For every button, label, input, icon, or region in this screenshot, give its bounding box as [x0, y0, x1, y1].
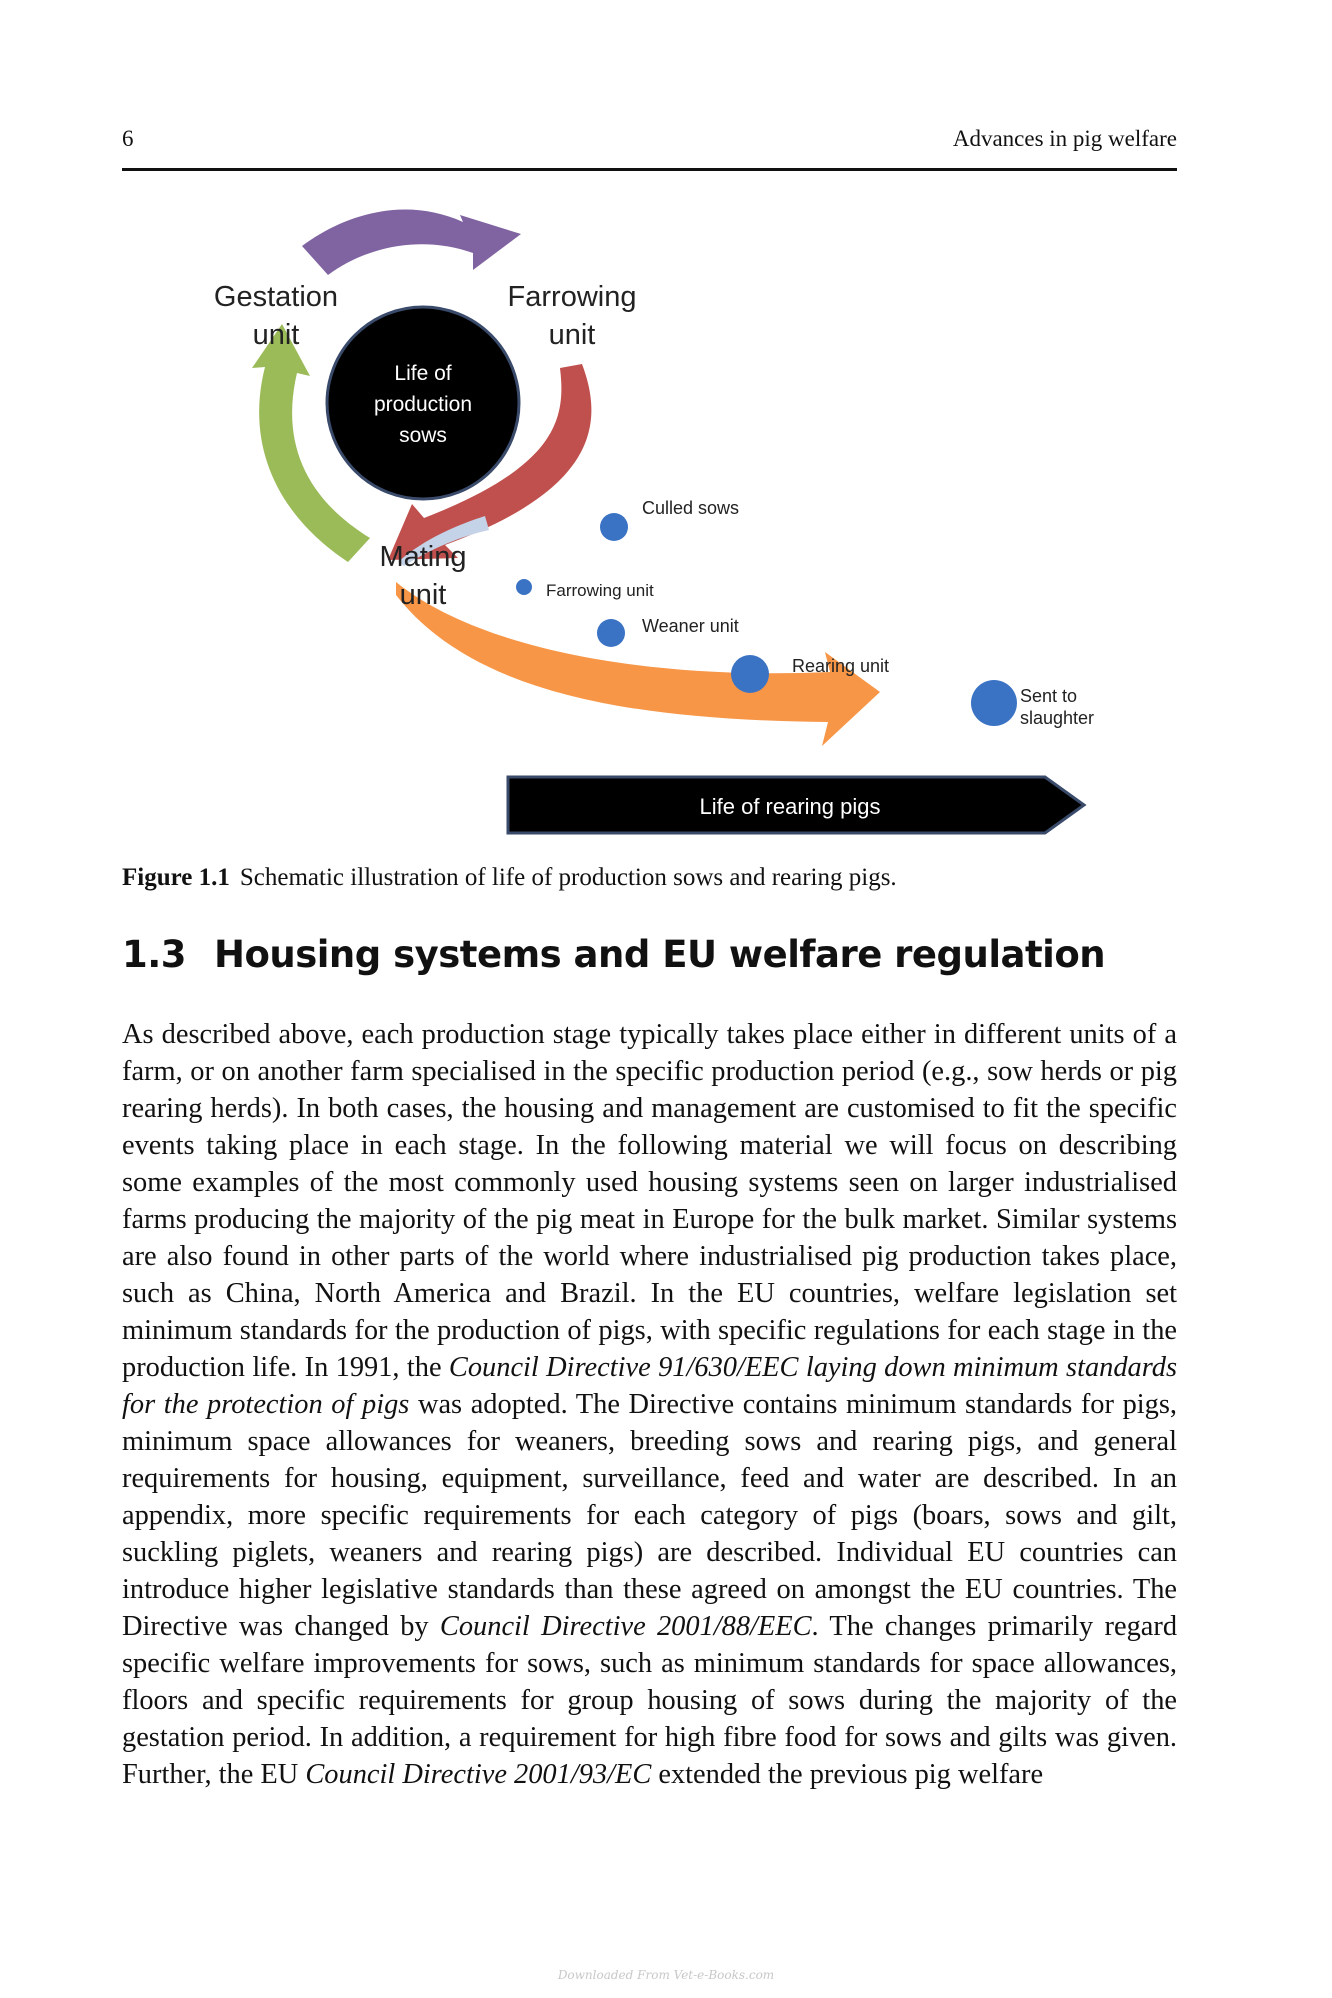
gestation-to-farrowing-arrow	[302, 210, 521, 275]
body-text-part-2: was adopted. The Directive contains minimum standards for pigs, minimum space allowances for weaners, breeding sows and rearing pigs, and general requirements for housing, equipment, surveillance, feed and water are described. In an appendix, more specific requirements for each category of pigs (boars, sows and gilt, suckling piglets, weaners and rearing pigs) are described. Individual EU countries can introduce higher legislative standards than these agreed on amongst the EU countries. The Directive was changed by	[122, 1389, 1177, 1642]
slaughter-dot	[971, 680, 1017, 726]
production-cycle-diagram	[180, 200, 1130, 850]
center-label-line3: sows	[399, 424, 447, 447]
directive-2001-88-title: Council Directive 2001/88/EEC	[439, 1611, 812, 1642]
farrowing-unit-label-line2: unit	[548, 319, 596, 351]
culled-sows-label: Culled sows	[642, 498, 740, 518]
body-text-part-4: extended the previous pig welfare	[651, 1759, 1044, 1790]
running-header	[122, 124, 1177, 171]
culled-sows-dot	[600, 513, 628, 541]
figure-caption	[122, 864, 1177, 892]
download-watermark: Downloaded From Vet-e-Books.com	[557, 1968, 775, 1982]
gestation-unit-label-line1: Gestation	[213, 281, 339, 313]
rearing-pigs-banner-label: Life of rearing pigs	[699, 794, 881, 819]
body-text-part-3: . The changes primarily regard specific welfare improvements for sows, such as minimum standards for space allowances, floors and specific requirements for group housing of sows during the majority of the gestation period. In addition, a requirement for high fibre food for sows and gilts was given. Further, the EU	[122, 1611, 1178, 1790]
mating-unit-label-line2: unit	[399, 579, 447, 611]
body-text-part-1: As described above, each production stage typically takes place either in different units of a farm, or on another farm specialised in the specific production period (e.g., sow herds or pig rearing herds). In both cases, the housing and management are customised to fit the specific events taking place in each stage. In the following material we will focus on describing some examples of the most commonly used housing systems seen on larger industrialised farms producing the majority of the pig meat in Europe for the bulk market. Similar systems are also found in other parts of the world where industrialised pig production takes place, such as China, North America and Brazil. In the EU countries, welfare legislation set minimum standards for the production of pigs, with specific regulations for each stage in the production life. In 1991, the	[122, 1019, 1177, 1383]
section-title: Housing systems and EU welfare regulation	[214, 933, 1106, 976]
farrowing-unit-label-line1: Farrowing	[507, 281, 637, 313]
weaner-stage-label: Weaner unit	[642, 616, 739, 636]
gestation-unit-label-line2: unit	[252, 319, 300, 351]
farrowing-stage-dot	[516, 579, 532, 595]
directive-2001-93-title: Council Directive 2001/93/EC	[305, 1759, 652, 1790]
center-label-line1: Life of	[394, 362, 452, 385]
running-title: Advances in pig welfare	[952, 126, 1177, 151]
section-number: 1.3	[122, 933, 187, 976]
rearing-stage-dot	[731, 655, 769, 693]
slaughter-label-line1: Sent to	[1020, 686, 1078, 706]
figure-caption-label: Figure 1.1	[122, 864, 230, 891]
body-paragraph	[122, 1016, 1177, 1793]
slaughter-label-line2: slaughter	[1020, 708, 1095, 728]
mating-unit-label-line1: Mating	[379, 541, 467, 573]
center-label-line2: production	[373, 393, 473, 416]
weaner-stage-dot	[597, 619, 625, 647]
figure-1-1	[180, 200, 1130, 850]
section-heading	[122, 933, 1177, 976]
directive-91-630-title: Council Directive 91/630/EEC laying down minimum standards for the protection of pigs	[122, 1352, 1177, 1420]
body-text	[122, 1016, 1177, 1793]
farrowing-stage-label: Farrowing unit	[546, 581, 654, 600]
page-number: 6	[122, 126, 134, 151]
rearing-stage-label: Rearing unit	[792, 656, 890, 676]
figure-caption-text: Schematic illustration of life of production sows and rearing pigs.	[239, 864, 897, 891]
